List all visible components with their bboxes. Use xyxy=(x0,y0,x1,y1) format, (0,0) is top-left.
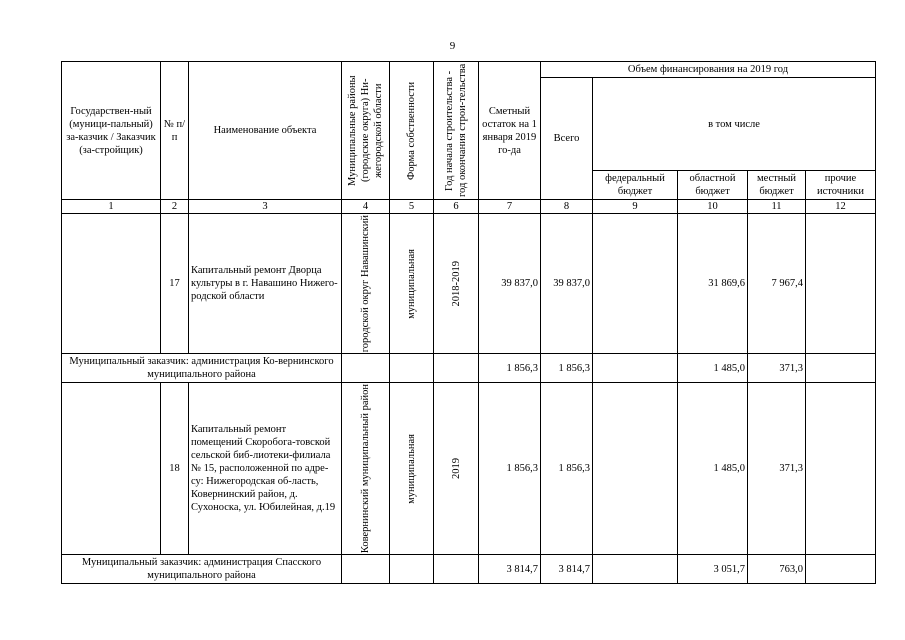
header-years xyxy=(434,62,479,200)
cell-balance: 1 856,3 xyxy=(479,354,541,383)
cell-balance: 39 837,0 xyxy=(479,214,541,354)
cell-years-text: 2019 xyxy=(450,458,462,480)
cell-regional: 1 485,0 xyxy=(678,354,748,383)
header-ownership xyxy=(390,62,434,200)
cell-object-name: Капитальный ремонт Дворца культуры в г. Навашино Нижего-родской области xyxy=(189,214,342,354)
header-including: в том числе xyxy=(593,78,876,171)
cell-federal xyxy=(593,354,678,383)
col-num: 9 xyxy=(593,200,678,214)
cell-num: 18 xyxy=(161,383,189,555)
cell-total: 39 837,0 xyxy=(541,214,593,354)
cell-other xyxy=(806,555,876,584)
cell-district xyxy=(342,214,390,354)
col-num: 1 xyxy=(62,200,161,214)
col-num: 11 xyxy=(748,200,806,214)
cell-balance: 3 814,7 xyxy=(479,555,541,584)
cell-years xyxy=(434,383,479,555)
col-num: 7 xyxy=(479,200,541,214)
header-object-name: Наименование объекта xyxy=(189,62,342,200)
cell-ownership-text: муниципальная xyxy=(406,248,417,319)
cell-other xyxy=(806,354,876,383)
cell-regional: 31 869,6 xyxy=(678,214,748,354)
header-funding: Объем финансирования на 2019 год xyxy=(541,62,876,78)
cell-customer-summary: Муниципальный заказчик: администрация Спасского муниципального района xyxy=(62,555,342,584)
cell-customer xyxy=(62,214,161,354)
column-number-row xyxy=(62,200,876,214)
cell-district-text: Ковернинский муниципальный район xyxy=(360,384,371,554)
cell-customer xyxy=(62,383,161,555)
col-num: 10 xyxy=(678,200,748,214)
col-num: 6 xyxy=(434,200,479,214)
cell-other xyxy=(806,214,876,354)
header-districts xyxy=(342,62,390,200)
cell-customer-summary: Муниципальный заказчик: администрация Ко-вернинского муниципального района xyxy=(62,354,342,383)
cell-years-text: 2018-2019 xyxy=(450,260,462,307)
header-federal: федеральный бюджет xyxy=(593,171,678,200)
col-num: 8 xyxy=(541,200,593,214)
cell-empty xyxy=(434,555,479,584)
cell-local: 7 967,4 xyxy=(748,214,806,354)
financing-table xyxy=(61,61,876,584)
table-row xyxy=(62,555,876,584)
cell-district xyxy=(342,383,390,555)
table-row xyxy=(62,383,876,555)
cell-regional: 1 485,0 xyxy=(678,383,748,555)
header-years-text: Год начала строительства - год окончания строи-тельства xyxy=(444,63,468,198)
cell-total: 3 814,7 xyxy=(541,555,593,584)
col-num: 4 xyxy=(342,200,390,214)
cell-empty xyxy=(342,555,390,584)
header-local: местный бюджет xyxy=(748,171,806,200)
cell-federal xyxy=(593,214,678,354)
cell-balance: 1 856,3 xyxy=(479,383,541,555)
cell-num: 17 xyxy=(161,214,189,354)
cell-empty xyxy=(434,354,479,383)
cell-federal xyxy=(593,383,678,555)
header-num: № п/п xyxy=(161,62,189,200)
cell-empty xyxy=(342,354,390,383)
header-regional: областной бюджет xyxy=(678,171,748,200)
cell-local: 371,3 xyxy=(748,383,806,555)
col-num: 2 xyxy=(161,200,189,214)
cell-empty xyxy=(390,354,434,383)
cell-years xyxy=(434,214,479,354)
table-row xyxy=(62,214,876,354)
header-districts-text: Муниципальные районы (городские округа) Ни-жегородской области xyxy=(347,75,384,186)
col-num: 5 xyxy=(390,200,434,214)
cell-total: 1 856,3 xyxy=(541,383,593,555)
cell-district-text: городской округ Навашинский xyxy=(360,215,371,353)
col-num: 3 xyxy=(189,200,342,214)
cell-local: 371,3 xyxy=(748,354,806,383)
table-row xyxy=(62,354,876,383)
header-customer: Государствен-ный (муници-пальный) за-казчик / Заказчик (за-стройщик) xyxy=(62,62,161,200)
cell-local: 763,0 xyxy=(748,555,806,584)
cell-empty xyxy=(390,555,434,584)
cell-other xyxy=(806,383,876,555)
header-ownership-text: Форма собственности xyxy=(406,81,417,180)
cell-total: 1 856,3 xyxy=(541,354,593,383)
cell-federal xyxy=(593,555,678,584)
header-other: прочие источники xyxy=(806,171,876,200)
col-num: 12 xyxy=(806,200,876,214)
cell-ownership xyxy=(390,383,434,555)
cell-object-name: Капитальный ремонт помещений Скоробога-товской сельской биб-лиотеки-филиала № 15, расположенной по адре-су: Нижегородская об-ласть, Ковернинский район, д. Сухоноска, ул. Юбилейная, д.19 xyxy=(189,383,342,555)
cell-regional: 3 051,7 xyxy=(678,555,748,584)
header-balance: Сметный остаток на 1 января 2019 го-да xyxy=(479,62,541,200)
header-total: Всего xyxy=(541,78,593,200)
page-number: 9 xyxy=(449,40,456,52)
cell-ownership-text: муниципальная xyxy=(406,433,417,504)
cell-ownership xyxy=(390,214,434,354)
